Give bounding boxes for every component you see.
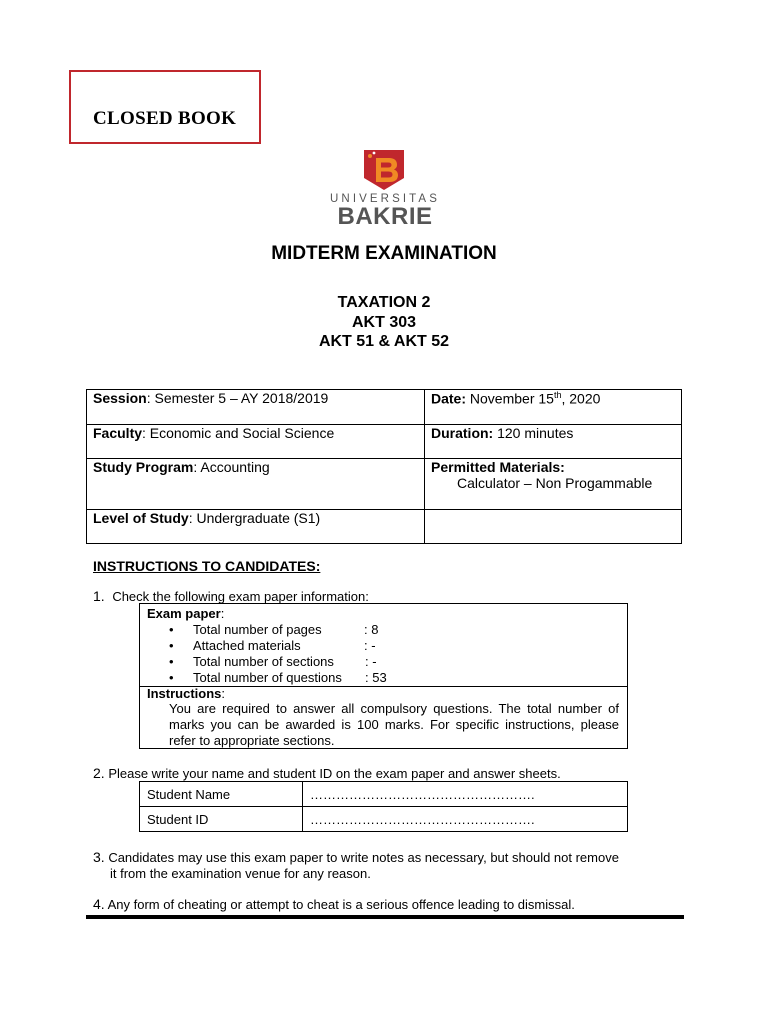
item-text-continued: it from the examination venue for any reason. (110, 866, 371, 881)
materials-value: Calculator – Non Progammable (457, 475, 653, 491)
bullet-value: : - (365, 654, 377, 669)
duration-label: Duration: (431, 425, 494, 441)
date-cell (425, 390, 682, 425)
student-table (139, 781, 628, 832)
date-suffix: th (553, 390, 562, 400)
course-classes: AKT 51 & AKT 52 (318, 333, 450, 350)
bullet-label: Total number of pages (193, 622, 322, 637)
instruction-item-2 (93, 765, 561, 782)
exam-paper-box (139, 603, 628, 749)
materials-cell (425, 459, 682, 510)
level-value: : Undergraduate (S1) (188, 510, 321, 526)
item-text: Check the following exam paper information: (112, 589, 369, 604)
closed-book-label: CLOSED BOOK (93, 108, 237, 129)
exam-info-table (86, 389, 682, 544)
instruction-item-4 (93, 896, 575, 913)
faculty-cell (87, 425, 425, 459)
materials-label: Permitted Materials: (431, 459, 565, 475)
bullet-label: Attached materials (193, 638, 301, 653)
instructions-label: Instructions (147, 686, 222, 701)
bullet-icon: • (169, 638, 174, 653)
closed-book-box (69, 70, 261, 144)
course-code: AKT 303 (351, 314, 417, 331)
faculty-label: Faculty (93, 425, 143, 441)
item-number: 1. (93, 588, 105, 604)
session-value: : Semester 5 – AY 2018/2019 (146, 390, 329, 406)
instruction-item-3 (93, 849, 619, 882)
program-cell (87, 459, 425, 510)
program-value: : Accounting (193, 459, 270, 475)
duration-cell (425, 425, 682, 459)
exam-paper-colon: : (220, 606, 225, 621)
bullet-value: : - (364, 638, 376, 653)
bullet-label: Total number of questions (193, 670, 342, 685)
instructions-text: You are required to answer all compulsory questions. The total number of marks you can be awarded is 100 marks. For specific instructions, please refer to appropriate sections. (169, 701, 619, 748)
student-id-label: Student ID (140, 807, 303, 832)
program-label: Study Program (93, 459, 194, 475)
date-label: Date: (431, 390, 467, 407)
item-text: Any form of cheating or attempt to cheat is a serious offence leading to dismissal. (107, 897, 575, 912)
course-name: TAXATION 2 (337, 294, 431, 311)
bullet-icon: • (169, 654, 174, 669)
date-value: November 15 (466, 390, 554, 407)
student-name-field[interactable]: ……………………………………………. (303, 782, 628, 807)
university-logo (318, 146, 450, 230)
item-text: Please write your name and student ID on the exam paper and answer sheets. (108, 766, 561, 781)
item-number: 4. (93, 896, 105, 912)
logo-emblem-icon (318, 146, 450, 192)
instructions-heading: INSTRUCTIONS TO CANDIDATES: (93, 558, 321, 574)
student-id-field[interactable]: ……………………………………………. (303, 807, 628, 832)
bullet-label: Total number of sections (193, 654, 334, 669)
empty-cell (425, 510, 682, 544)
duration-value: 120 minutes (493, 425, 574, 441)
logo-bakrie: BAKRIE (337, 203, 433, 230)
session-label: Session (93, 390, 147, 406)
bullet-icon: • (169, 622, 174, 637)
level-label: Level of Study (93, 510, 189, 526)
bottom-rule (86, 915, 684, 919)
session-cell (87, 390, 425, 425)
date-year: , 2020 (561, 390, 601, 407)
faculty-value: : Economic and Social Science (142, 425, 335, 441)
logo-universitas: UNIVERSITAS (330, 193, 440, 205)
bullet-icon: • (169, 670, 174, 685)
exam-title: MIDTERM EXAMINATION (271, 243, 497, 264)
instructions-colon: : (221, 686, 226, 701)
student-name-label: Student Name (140, 782, 303, 807)
item-number: 2. (93, 765, 105, 781)
item-text: Candidates may use this exam paper to write notes as necessary, but should not remove (108, 850, 619, 865)
bullet-value: : 8 (364, 622, 379, 637)
level-cell (87, 510, 425, 544)
item-number: 3. (93, 849, 105, 865)
bullet-value: : 53 (365, 670, 387, 685)
exam-paper-label: Exam paper (147, 606, 221, 621)
